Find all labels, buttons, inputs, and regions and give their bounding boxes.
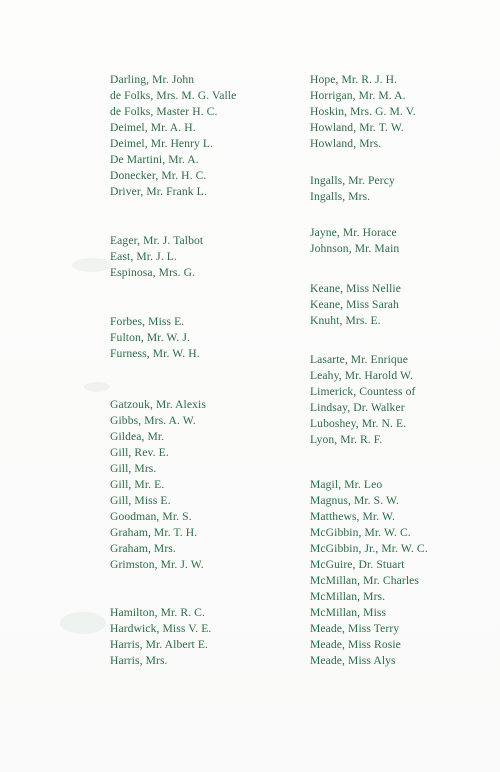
passenger-name: Gildea, Mr. xyxy=(110,430,165,443)
passenger-name: Gill, Rev. E. xyxy=(110,446,169,459)
passenger-name: Hope, Mr. R. J. H. xyxy=(310,73,398,86)
passenger-name: Forbes, Miss E. xyxy=(110,315,185,328)
passenger-name: McGuire, Dr. Stuart xyxy=(310,558,405,571)
passenger-name: Graham, Mr. T. H. xyxy=(110,526,198,539)
passenger-name: Meade, Miss Terry xyxy=(310,622,400,635)
passenger-name: Goodman, Mr. S. xyxy=(110,510,192,523)
passenger-name: Hamilton, Mr. R. C. xyxy=(110,606,205,619)
passenger-name: Keane, Miss Sarah xyxy=(310,298,399,311)
passenger-name: de Folks, Mrs. M. G. Valle xyxy=(110,89,237,102)
passenger-name: Darling, Mr. John xyxy=(110,73,195,86)
passenger-name: De Martini, Mr. A. xyxy=(110,153,199,166)
passenger-name: Johnson, Mr. Main xyxy=(310,242,400,255)
passenger-name: Magil, Mr. Leo xyxy=(310,478,383,491)
passenger-name: Harris, Mr. Albert E. xyxy=(110,638,209,651)
passenger-name: Knuht, Mrs. E. xyxy=(310,314,381,327)
passenger-name: Harris, Mrs. xyxy=(110,654,168,667)
passenger-name: Driver, Mr. Frank L. xyxy=(110,185,207,198)
passenger-name: Fulton, Mr. W. J. xyxy=(110,331,190,344)
passenger-name: McMillan, Miss xyxy=(310,606,387,619)
passenger-name: Horrigan, Mr. M. A. xyxy=(310,89,406,102)
passenger-name: Luboshey, Mr. N. E. xyxy=(310,417,407,430)
paper-smudge xyxy=(60,612,106,634)
passenger-name: Donecker, Mr. H. C. xyxy=(110,169,207,182)
passenger-name: Eager, Mr. J. Talbot xyxy=(110,234,204,247)
passenger-name: Gill, Mr. E. xyxy=(110,478,165,491)
passenger-name: Gill, Miss E. xyxy=(110,494,171,507)
passenger-name: Ingalls, Mr. Percy xyxy=(310,174,395,187)
passenger-name: McMillan, Mr. Charles xyxy=(310,574,420,587)
passenger-name: Meade, Miss Rosie xyxy=(310,638,401,651)
passenger-name: Jayne, Mr. Horace xyxy=(310,226,397,239)
passenger-name: Furness, Mr. W. H. xyxy=(110,347,200,360)
paper-smudge xyxy=(72,258,112,272)
passenger-name: Grimston, Mr. J. W. xyxy=(110,558,204,571)
passenger-name: Graham, Mrs. xyxy=(110,542,176,555)
passenger-name: Gibbs, Mrs. A. W. xyxy=(110,414,196,427)
passenger-name: Lyon, Mr. R. F. xyxy=(310,433,383,446)
passenger-name: Hardwick, Miss V. E. xyxy=(110,622,212,635)
paper-smudge xyxy=(84,382,110,392)
passenger-name: Matthews, Mr. W. xyxy=(310,510,396,523)
passenger-name: Keane, Miss Nellie xyxy=(310,282,401,295)
passenger-name: McGibbin, Jr., Mr. W. C. xyxy=(310,542,428,555)
passenger-name: McGibbin, Mr. W. C. xyxy=(310,526,411,539)
passenger-name: Magnus, Mr. S. W. xyxy=(310,494,399,507)
passenger-name: Deimel, Mr. A. H. xyxy=(110,121,196,134)
passenger-name: Leahy, Mr. Harold W. xyxy=(310,369,413,382)
passenger-name: Lindsay, Dr. Walker xyxy=(310,401,405,414)
passenger-name: Meade, Miss Alys xyxy=(310,654,396,667)
passenger-name: Howland, Mr. T. W. xyxy=(310,121,404,134)
passenger-name: Gatzouk, Mr. Alexis xyxy=(110,398,206,411)
passenger-name: East, Mr. J. L. xyxy=(110,250,177,263)
passenger-name: Lasarte, Mr. Enrique xyxy=(310,353,408,366)
passenger-name: McMillan, Mrs. xyxy=(310,590,386,603)
passenger-name: de Folks, Master H. C. xyxy=(110,105,218,118)
passenger-name: Limerick, Countess of xyxy=(310,385,416,398)
passenger-name: Deimel, Mr. Henry L. xyxy=(110,137,214,150)
passenger-name: Howland, Mrs. xyxy=(310,137,382,150)
passenger-name: Espinosa, Mrs. G. xyxy=(110,266,196,279)
passenger-name: Hoskin, Mrs. G. M. V. xyxy=(310,105,416,118)
passenger-name: Ingalls, Mrs. xyxy=(310,190,371,203)
passenger-name: Gill, Mrs. xyxy=(110,462,157,475)
